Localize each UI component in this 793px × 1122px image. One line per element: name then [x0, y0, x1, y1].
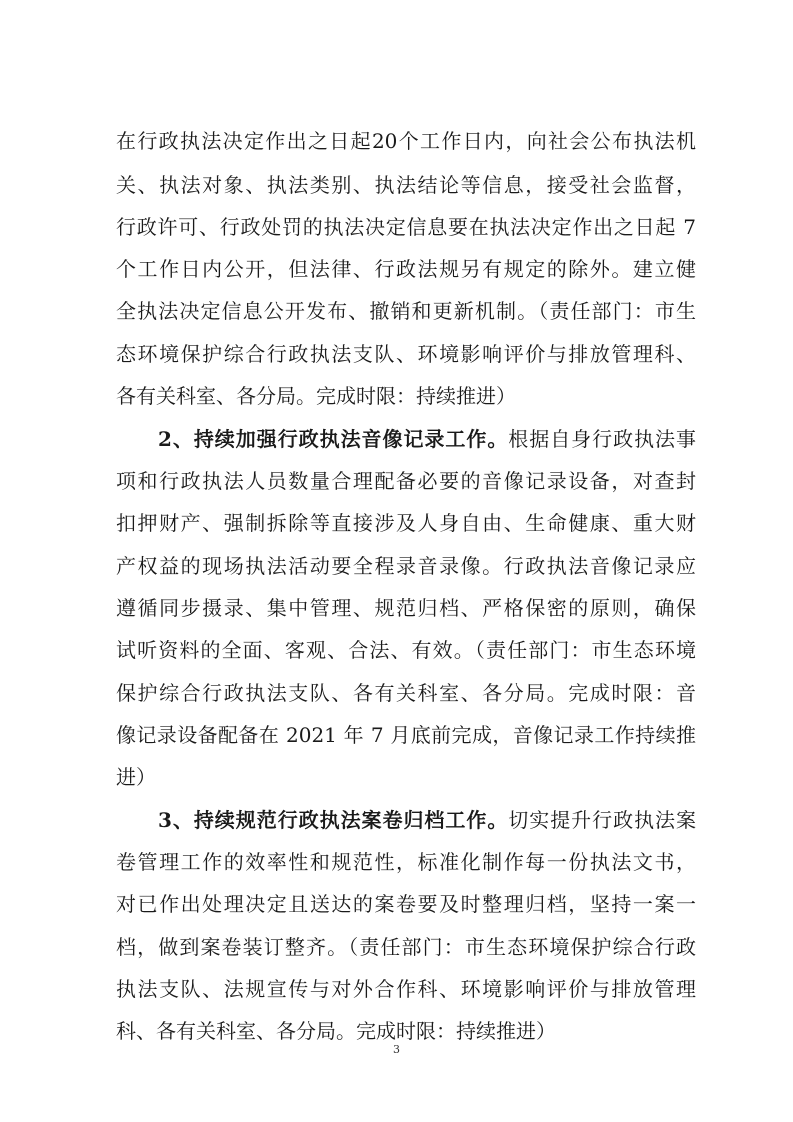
item2-line: 项和行政执法人员数量合理配备必要的音像记录设备，对查封: [116, 469, 696, 493]
body-line: 行政许可、行政处罚的执法决定信息要在执法决定作出之日起 7: [116, 215, 696, 239]
body-line: 态环境保护综合行政执法支队、环境影响评价与排放管理科、: [116, 342, 696, 366]
item3-line: 科、各有关科室、各分局。完成时限：持续推进）: [116, 1019, 556, 1043]
item2-first-line: [158, 426, 696, 452]
body-line: 关、执法对象、执法类别、执法结论等信息，接受社会监督，: [116, 173, 696, 197]
body-line: 在行政执法决定作出之日起20个工作日内，向社会公布执法机: [116, 129, 696, 153]
item2-line: 遵循同步摄录、集中管理、规范归档、严格保密的原则，确保: [116, 596, 696, 620]
item2-line: 产权益的现场执法活动要全程录音录像。行政执法音像记录应: [116, 554, 696, 578]
page-number: 3: [393, 1043, 400, 1056]
item3-first-rest: 切实提升行政执法案: [508, 808, 697, 832]
body-line: 全执法决定信息公开发布、撤销和更新机制。（责任部门：市生: [116, 299, 696, 323]
item3-line: 档，做到案卷装订整齐。（责任部门：市生态环境保护综合行政: [116, 935, 696, 959]
item2-line: 试听资料的全面、客观、合法、有效。（责任部门：市生态环境: [116, 638, 696, 662]
item2-heading: 2、持续加强行政执法音像记录工作。: [158, 427, 509, 451]
body-line: 个工作日内公开，但法律、行政法规另有规定的除外。建立健: [116, 257, 696, 281]
item2-line: 进）: [116, 765, 156, 789]
item2-first-rest: 根据自身行政执法事: [508, 427, 697, 451]
item3-line: 对已作出处理决定且送达的案卷要及时整理归档，坚持一案一: [116, 892, 696, 916]
item3-line: 卷管理工作的效率性和规范性，标准化制作每一份执法文书，: [116, 850, 696, 874]
body-line: 各有关科室、各分局。完成时限：持续推进）: [116, 384, 516, 408]
item3-first-line: [158, 807, 696, 833]
item2-line: 扣押财产、强制拆除等直接涉及人身自由、生命健康、重大财: [116, 511, 696, 535]
item2-line: 保护综合行政执法支队、各有关科室、各分局。完成时限：音: [116, 681, 696, 705]
item3-line: 执法支队、法规宣传与对外合作科、环境影响评价与排放管理: [116, 977, 696, 1001]
item3-heading: 3、持续规范行政执法案卷归档工作。: [158, 808, 509, 832]
item2-line: 像记录设备配备在 2021 年 7 月底前完成，音像记录工作持续推: [116, 723, 696, 747]
